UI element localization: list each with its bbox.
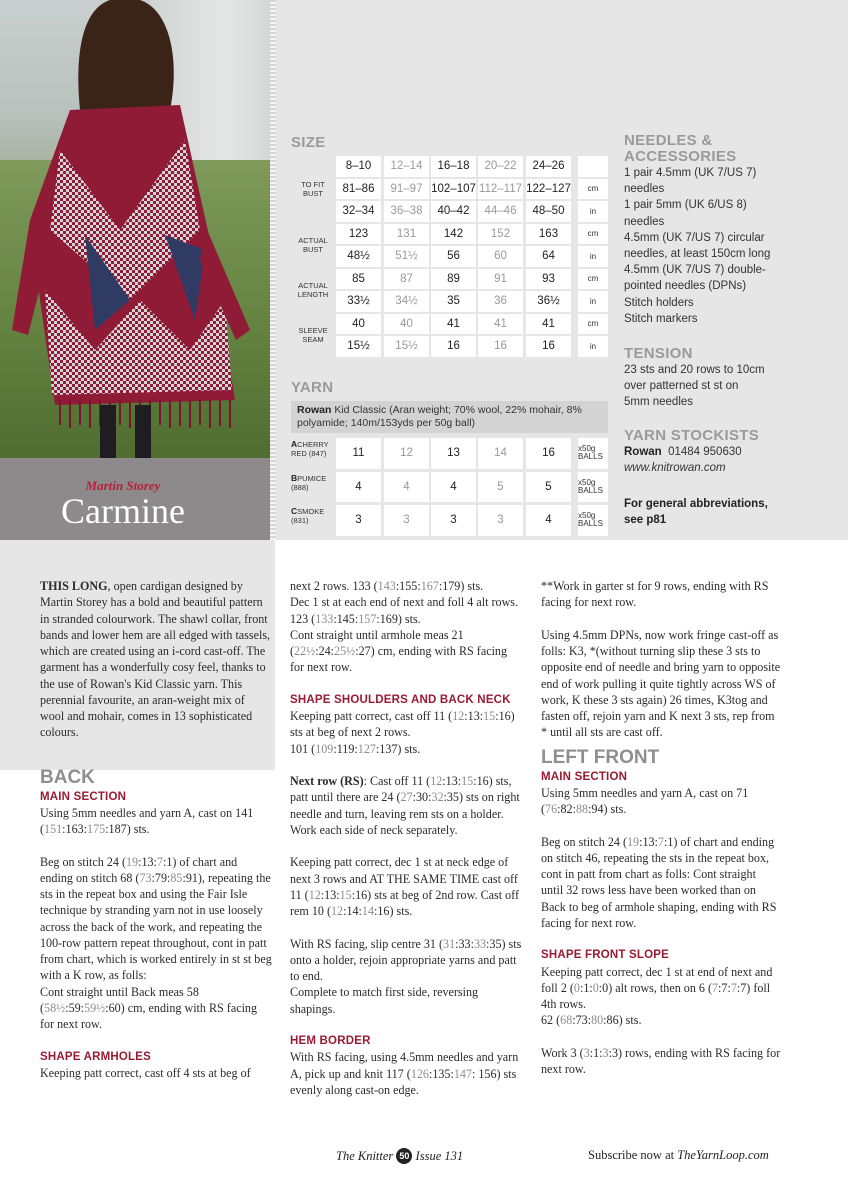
size-heading: SIZE bbox=[291, 134, 326, 151]
size-cell: 15½ bbox=[384, 336, 429, 357]
yarn-colour-label: CSMOKE (831) bbox=[291, 506, 325, 525]
stockists-heading: YARN STOCKISTS bbox=[624, 427, 760, 444]
size-unit: cm bbox=[578, 269, 608, 290]
size-cell: 16 bbox=[431, 336, 476, 357]
yarn-description bbox=[291, 401, 608, 433]
yarn-cell: 16 bbox=[526, 438, 571, 469]
size-cell: 131 bbox=[384, 224, 429, 245]
yarn-cell: 12 bbox=[384, 438, 429, 469]
size-cell: 40 bbox=[384, 314, 429, 335]
footer-subscribe bbox=[588, 1148, 769, 1163]
pattern-title: Carmine bbox=[61, 491, 185, 531]
left-front-heading: LEFT FRONT bbox=[541, 746, 660, 768]
yarn-unit: x50g BALLS bbox=[578, 472, 608, 503]
issue-number: Issue 131 bbox=[415, 1149, 464, 1163]
size-row-label: SLEEVE SEAM bbox=[298, 326, 328, 344]
text-line: needles bbox=[624, 215, 665, 228]
size-unit: in bbox=[578, 336, 608, 357]
text-line: needles bbox=[624, 183, 665, 196]
size-cell: 35 bbox=[431, 291, 476, 312]
yarn-cell: 3 bbox=[384, 505, 429, 536]
size-cell: 81–86 bbox=[336, 179, 381, 200]
back-heading: BACK bbox=[40, 766, 95, 788]
size-cell: 44–46 bbox=[478, 201, 523, 222]
shape-armholes-heading: SHAPE ARMHOLES bbox=[40, 1050, 151, 1063]
yarn-colour-label: ACHERRY RED (847) bbox=[291, 439, 329, 458]
shape-shoulders-heading: SHAPE SHOULDERS AND BACK NECK bbox=[290, 693, 511, 706]
size-unit: cm bbox=[578, 314, 608, 335]
size-cell: 12–14 bbox=[384, 156, 429, 177]
size-cell: 33½ bbox=[336, 291, 381, 312]
column-1: THIS LONG, open cardigan designed by Martin Storey has a bold and beautiful pattern in stranded colourwork. The shawl collar, front bands and lower hem are all edged with tassels, which are created using an i-cord cast-off. The garment has a wonderfully cosy feel, thanks to the use of Rowan's Kid Classic yarn. This perennial favourite, an aran-weight mix of wool and mohair, comes in 13 sophisticated colours. BACK MAIN SECTION Using 5mm needles and yarn A, cast on 141 (151:163:175:187) sts. Beg on stitch 24 (19:13:7:1) of chart and ending on stitch 68 (73:79:85:91), repeating the sts in the repeat box and using the Fair Isle technique by stranding yarn not in use loosely across the back of the work, and repeating the 100-row pattern repeat throughout, cont in patt from chart, which is worked entirely in st st beg with a K row, as folls: Cont straight until Back meas 58 (58½:59:59½:60) cm, ending with RS facing for next row. SHAPE ARMHOLES Keeping patt correct, cast off 4 sts at beg of bbox=[40, 579, 272, 1080]
size-cell: 24–26 bbox=[526, 156, 571, 177]
column-3: **Work in garter st for 9 rows, ending with RS facing for next row. Using 4.5mm DPNs, now work fringe cast-off as folls: K3, *(without turning slip these 3 sts to opposite end of needle and bring yarn to opposite end of work pulling it quite tightly across WS of work, K these 3 sts again) 26 times, K3tog and fasten off, rejoin yarn and K next 3 sts, rep from * until all sts are cast off. LEFT FRONT MAIN SECTION Using 5mm needles and yarn A, cast on 71 (76:82:88:94) sts. Beg on stitch 24 (19:13:7:1) of chart and ending on stitch 46, repeating the sts in the repeat box, cont in patt from chart as folls: Cont straight until 32 rows less have been worked than on Back to beg of armhole shaping, ending with RS facing for next row. SHAPE FRONT SLOPE Keeping patt correct, dec 1 st at end of next and foll 2 (0:1:0:0) alt rows, then on 6 (7:7:7:7) foll 4th rows. 62 (68:73:80:86) sts. Work 3 (3:1:3:3) rows, ending with RS facing for next row. bbox=[541, 579, 781, 1076]
text-line: 4.5mm (UK 7/US 7) circular bbox=[624, 231, 765, 244]
abbrev-line-1: For general abbreviations, bbox=[624, 498, 768, 510]
size-unit: cm bbox=[578, 179, 608, 200]
size-cell: 40–42 bbox=[431, 201, 476, 222]
size-cell: 51½ bbox=[384, 246, 429, 267]
abbrev-line-2: see p81 bbox=[624, 514, 667, 527]
subscribe-link[interactable]: TheYarnLoop.com bbox=[677, 1148, 769, 1162]
size-cell: 123 bbox=[336, 224, 381, 245]
size-unit: in bbox=[578, 201, 608, 222]
needles-heading-2: ACCESSORIES bbox=[624, 148, 737, 165]
intro-paragraph: THIS LONG, open cardigan designed by Martin Storey has a bold and beautiful pattern in stranded colourwork. The shawl collar, front bands and lower hem are all edged with tassels, which are created using an i-cord cast-off. The garment has a wonderfully cosy feel, thanks to the use of Rowan's Kid Classic yarn. This perennial favourite, an aran-weight mix of wool and mohair, comes in 13 sophisticated colours. bbox=[40, 579, 271, 740]
text-line: pointed needles (DPNs) bbox=[624, 280, 747, 293]
size-cell: 93 bbox=[526, 269, 571, 290]
size-cell: 64 bbox=[526, 246, 571, 267]
size-unit: in bbox=[578, 291, 608, 312]
tension-section bbox=[624, 346, 834, 411]
yarn-cell: 3 bbox=[478, 505, 523, 536]
text-line: 23 sts and 20 rows to 10cm bbox=[624, 364, 765, 376]
size-cell: 87 bbox=[384, 269, 429, 290]
yarn-unit: x50g BALLS bbox=[578, 505, 608, 536]
size-cell: 16 bbox=[478, 336, 523, 357]
size-cell: 56 bbox=[431, 246, 476, 267]
column-2: next 2 rows. 133 (143:155:167:179) sts. Dec 1 st at each end of next and foll 4 alt rows. 123 (133:145:157:169) sts. Cont straight until armhole meas 21 (22½:24:25½:27) cm, ending with RS facing for next row. SHAPE SHOULDERS AND BACK NECK Keeping patt correct, cast off 11 (12:13:15:16) sts at beg of next 2 rows. 101 (109:119:127:137) sts. Next row (RS): Cast off 11 (12:13:15:16) sts, patt until there are 24 (27:30:32:35) sts on right needle and turn, leaving rem sts on a holder. Work each side of neck separately. Keeping patt correct, dec 1 st at neck edge of next 3 rows and AT THE SAME TIME cast off 11 (12:13:15:16) sts at beg of 2nd row. Cast off rem 10 (12:14:14:16) sts. With RS facing, slip centre 31 (31:33:33:35) sts onto a holder, rejoin appropriate yarns and patt to end. Complete to match first side, reversing shapings. HEM BORDER With RS facing, using 4.5mm needles and yarn A, pick up and knit 117 (126:135:147: 156) sts evenly along cast-on edge. bbox=[290, 579, 522, 1097]
stockist-website[interactable]: www.knitrowan.com bbox=[624, 462, 726, 475]
text-line: 1 pair 4.5mm (UK 7/US 7) bbox=[624, 167, 757, 179]
size-cell: 15½ bbox=[336, 336, 381, 357]
needles-list bbox=[624, 165, 834, 327]
model-illustration bbox=[0, 0, 275, 458]
size-cell: 32–34 bbox=[336, 201, 381, 222]
size-row-label: ACTUAL LENGTH bbox=[297, 281, 329, 299]
page-number: 50 bbox=[396, 1148, 412, 1164]
yarn-cell: 13 bbox=[431, 438, 476, 469]
magazine-name: The Knitter bbox=[336, 1149, 394, 1163]
tension-heading: TENSION bbox=[624, 345, 693, 362]
yarn-cell: 4 bbox=[431, 472, 476, 503]
footer-magazine bbox=[336, 1148, 463, 1164]
abbreviations-note bbox=[624, 496, 834, 528]
text-line: Stitch holders bbox=[624, 296, 694, 309]
yarn-heading: YARN bbox=[291, 379, 334, 396]
size-cell: 142 bbox=[431, 224, 476, 245]
size-cell: 41 bbox=[526, 314, 571, 335]
size-cell: 163 bbox=[526, 224, 571, 245]
yarn-colour-label: BPUMICE (888) bbox=[291, 472, 327, 492]
yarn-cell: 4 bbox=[526, 505, 571, 536]
yarn-cell: 5 bbox=[478, 472, 523, 503]
left-front-main-heading: MAIN SECTION bbox=[541, 770, 628, 783]
text-line: Stitch markers bbox=[624, 312, 698, 325]
size-cell: 36 bbox=[478, 291, 523, 312]
needles-heading: NEEDLES & bbox=[624, 132, 713, 149]
yarn-cell: 4 bbox=[384, 472, 429, 503]
text-line: 1 pair 5mm (UK 6/US 8) bbox=[624, 199, 747, 212]
yarn-cell: 14 bbox=[478, 438, 523, 469]
size-cell: 91 bbox=[478, 269, 523, 290]
main-section-heading: MAIN SECTION bbox=[40, 790, 127, 803]
yarn-brand: Rowan bbox=[297, 404, 332, 416]
text-line: 4.5mm (UK 7/US 7) double- bbox=[624, 264, 766, 277]
subscribe-text: Subscribe now at bbox=[588, 1148, 678, 1162]
tension-text bbox=[624, 362, 834, 411]
text-line: needles, at least 150cm long bbox=[624, 248, 771, 261]
yarn-cell: 11 bbox=[336, 438, 381, 469]
size-cell: 48–50 bbox=[526, 201, 571, 222]
size-cell: 152 bbox=[478, 224, 523, 245]
size-unit bbox=[578, 156, 608, 177]
stockist-phone: 01484 950630 bbox=[668, 446, 742, 458]
size-cell: 36½ bbox=[526, 291, 571, 312]
size-cell: 60 bbox=[478, 246, 523, 267]
needles-section bbox=[624, 133, 834, 327]
text-line: 5mm needles bbox=[624, 396, 694, 409]
designer-name: Martin Storey bbox=[85, 478, 161, 493]
size-cell: 16 bbox=[526, 336, 571, 357]
yarn-cell: 5 bbox=[526, 472, 571, 503]
size-cell: 16–18 bbox=[431, 156, 476, 177]
size-cell: 36–38 bbox=[384, 201, 429, 222]
size-cell: 85 bbox=[336, 269, 381, 290]
size-cell: 8–10 bbox=[336, 156, 381, 177]
size-unit: in bbox=[578, 246, 608, 267]
size-cell: 89 bbox=[431, 269, 476, 290]
size-cell: 91–97 bbox=[384, 179, 429, 200]
size-cell: 41 bbox=[431, 314, 476, 335]
size-cell: 41 bbox=[478, 314, 523, 335]
size-cell: 48½ bbox=[336, 246, 381, 267]
yarn-details: Kid Classic (Aran weight; 70% wool, 22% mohair, 8% polyamide; 140m/153yds per 50g ball) bbox=[297, 404, 582, 429]
size-cell: 34½ bbox=[384, 291, 429, 312]
text-line: over patterned st st on bbox=[624, 380, 739, 393]
stockists-section bbox=[624, 428, 834, 476]
yarn-unit: x50g BALLS bbox=[578, 438, 608, 469]
hem-border-heading: HEM BORDER bbox=[290, 1035, 371, 1047]
yarn-cell: 4 bbox=[336, 472, 381, 503]
size-row-label: ACTUAL BUST bbox=[298, 236, 328, 254]
size-cell: 112–117 bbox=[478, 179, 523, 200]
size-cell: 122–127 bbox=[526, 179, 571, 200]
cardigan-photo bbox=[0, 0, 275, 458]
size-cell: 102–107 bbox=[431, 179, 476, 200]
size-cell: 20–22 bbox=[478, 156, 523, 177]
stockist-name: Rowan bbox=[624, 446, 662, 458]
shape-front-slope-heading: SHAPE FRONT SLOPE bbox=[541, 949, 669, 962]
yarn-cell: 3 bbox=[431, 505, 476, 536]
size-unit: cm bbox=[578, 224, 608, 245]
size-row-label: TO FIT BUST bbox=[301, 179, 325, 198]
yarn-cell: 3 bbox=[336, 505, 381, 536]
size-cell: 40 bbox=[336, 314, 381, 335]
